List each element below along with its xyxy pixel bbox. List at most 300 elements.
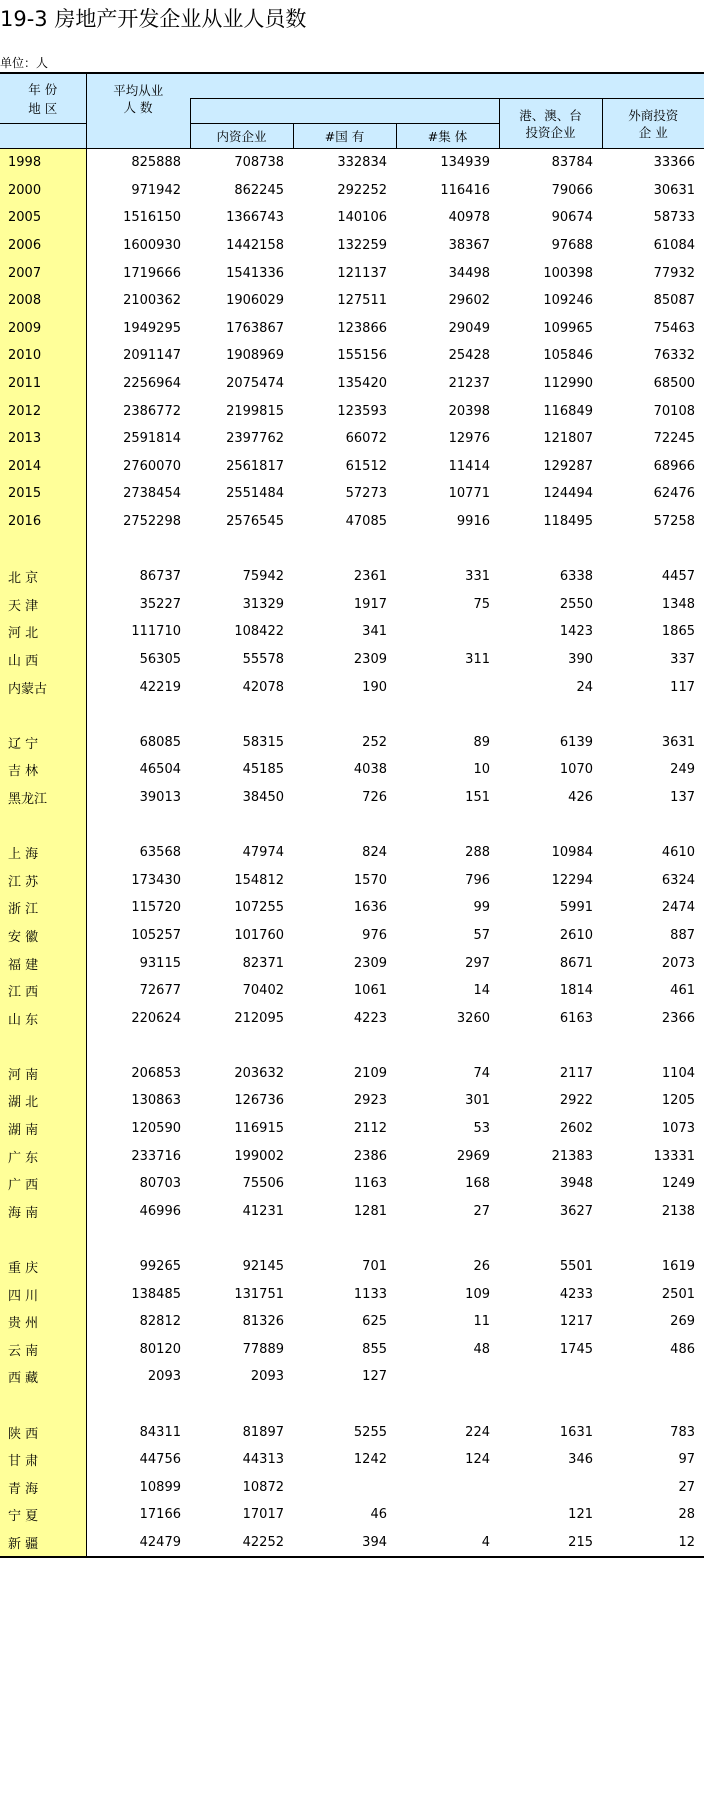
table-row — [0, 1253, 704, 1281]
state-owned-cell: 2923 — [353, 1093, 387, 1109]
collective-cell: 99 — [473, 900, 490, 916]
collective-cell: 57 — [473, 927, 490, 943]
collective-cell: 53 — [473, 1121, 490, 1137]
hmt-cell: 5991 — [559, 900, 593, 916]
collective-cell: 14 — [473, 983, 490, 999]
total-cell: 35227 — [139, 596, 181, 612]
empty-cell — [396, 1032, 499, 1060]
total-cell: 120590 — [131, 1121, 181, 1137]
collective-cell: 26 — [473, 1259, 490, 1275]
table-row — [0, 177, 704, 205]
row-label: 陕 西 — [0, 1418, 86, 1446]
state-owned-cell: 701 — [362, 1259, 387, 1275]
table-row — [0, 232, 704, 260]
foreign-cell: 783 — [670, 1424, 695, 1440]
row-label: 2008 — [0, 287, 86, 315]
state-owned-cell: 127511 — [337, 293, 387, 309]
row-label: 宁 夏 — [0, 1501, 86, 1529]
hmt-cell: 79066 — [551, 182, 593, 198]
state-owned-cell: 4038 — [353, 762, 387, 778]
total-cell: 2386772 — [123, 403, 181, 419]
header-domestic-group — [190, 99, 499, 124]
table-row — [0, 563, 704, 591]
foreign-cell: 1348 — [661, 596, 695, 612]
domestic-cell: 41231 — [242, 1203, 284, 1219]
header-foreign-top — [602, 73, 704, 99]
empty-cell — [499, 811, 602, 839]
domestic-cell: 1906029 — [226, 293, 284, 309]
state-owned-cell: 625 — [362, 1314, 387, 1330]
hmt-cell: 2922 — [559, 1093, 593, 1109]
table-row — [0, 397, 704, 425]
empty-cell — [190, 535, 293, 563]
table-row — [0, 728, 704, 756]
row-label-cell — [0, 535, 86, 563]
header-region-filler — [0, 124, 86, 149]
row-label: 广 西 — [0, 1170, 86, 1198]
row-label: 西 藏 — [0, 1363, 86, 1391]
hmt-cell: 83784 — [551, 155, 593, 171]
row-label: 2000 — [0, 177, 86, 205]
table-row — [0, 1142, 704, 1170]
row-label: 2005 — [0, 204, 86, 232]
empty-cell — [190, 1032, 293, 1060]
state-owned-cell: 127 — [362, 1369, 387, 1385]
hmt-cell: 6163 — [559, 1010, 593, 1026]
total-cell: 44756 — [139, 1452, 181, 1468]
header-avg-line1: 平均从业 — [113, 82, 164, 98]
state-owned-cell: 123593 — [337, 403, 387, 419]
table-row — [0, 1446, 704, 1474]
domestic-cell: 212095 — [234, 1010, 284, 1026]
row-label: 2009 — [0, 315, 86, 343]
empty-cell — [86, 1391, 190, 1419]
state-owned-cell: 155156 — [337, 348, 387, 364]
domestic-cell: 38450 — [242, 789, 284, 805]
collective-cell: 168 — [465, 1176, 490, 1192]
state-owned-cell: 332834 — [337, 155, 387, 171]
table-row — [0, 673, 704, 701]
total-cell: 2591814 — [123, 431, 181, 447]
state-owned-cell: 66072 — [345, 431, 387, 447]
empty-cell — [602, 1225, 704, 1253]
foreign-cell: 3631 — [661, 734, 695, 750]
domestic-cell: 81326 — [242, 1314, 284, 1330]
domestic-cell: 1908969 — [226, 348, 284, 364]
hmt-cell: 118495 — [543, 514, 593, 530]
hmt-cell: 3948 — [559, 1176, 593, 1192]
header-hk-line1: 港、澳、台 — [519, 107, 582, 123]
table-row — [0, 480, 704, 508]
row-label: 2007 — [0, 259, 86, 287]
table-row — [0, 1198, 704, 1226]
total-cell: 99265 — [139, 1259, 181, 1275]
state-owned-cell: 2112 — [353, 1121, 387, 1137]
hmt-cell: 5501 — [559, 1259, 593, 1275]
collective-cell: 75 — [473, 596, 490, 612]
total-cell: 80120 — [139, 1341, 181, 1357]
hmt-cell: 97688 — [551, 238, 593, 254]
header-hk-cell — [499, 99, 602, 124]
empty-cell — [86, 535, 190, 563]
total-cell: 138485 — [131, 1286, 181, 1302]
collective-cell: 11 — [473, 1314, 490, 1330]
hmt-cell — [499, 1363, 602, 1391]
hmt-cell: 4233 — [559, 1286, 593, 1302]
collective-cell — [396, 1501, 499, 1529]
domestic-cell: 45185 — [242, 762, 284, 778]
total-cell: 206853 — [131, 1065, 181, 1081]
total-cell: 173430 — [131, 872, 181, 888]
state-owned-cell: 2109 — [353, 1065, 387, 1081]
collective-cell: 12976 — [448, 431, 490, 447]
header-state-label: #国 有 — [324, 128, 365, 144]
row-label: 2012 — [0, 397, 86, 425]
foreign-cell: 461 — [670, 983, 695, 999]
header-collective-cell — [396, 124, 499, 149]
state-owned-cell: 976 — [362, 927, 387, 943]
row-label: 2013 — [0, 425, 86, 453]
hmt-cell: 3627 — [559, 1203, 593, 1219]
empty-cell — [499, 1225, 602, 1253]
table-row — [0, 1004, 704, 1032]
total-cell: 1949295 — [123, 320, 181, 336]
total-cell: 115720 — [131, 900, 181, 916]
table-row — [0, 1529, 704, 1558]
row-label: 新 疆 — [0, 1529, 86, 1558]
header-avg-filler — [86, 124, 190, 149]
foreign-cell: 33366 — [653, 155, 695, 171]
hmt-cell: 2117 — [559, 1065, 593, 1081]
row-label: 吉 林 — [0, 756, 86, 784]
header-avg-cell-2 — [86, 99, 190, 124]
hmt-cell: 112990 — [543, 376, 593, 392]
state-owned-cell: 1636 — [353, 900, 387, 916]
domestic-cell: 10872 — [242, 1479, 284, 1495]
row-label: 广 东 — [0, 1142, 86, 1170]
row-label: 山 东 — [0, 1004, 86, 1032]
collective-cell: 288 — [465, 845, 490, 861]
table-row — [0, 1336, 704, 1364]
hmt-cell: 24 — [576, 679, 593, 695]
domestic-cell: 708738 — [234, 155, 284, 171]
foreign-cell: 4610 — [661, 845, 695, 861]
total-cell: 971942 — [131, 182, 181, 198]
hmt-cell: 390 — [568, 651, 593, 667]
hmt-cell: 90674 — [551, 210, 593, 226]
header-year-label: 年 份 — [28, 81, 58, 97]
foreign-cell: 28 — [678, 1507, 695, 1523]
foreign-cell: 72245 — [653, 431, 695, 447]
hmt-cell: 1217 — [559, 1314, 593, 1330]
row-label: 北 京 — [0, 563, 86, 591]
hmt-cell: 21383 — [551, 1148, 593, 1164]
foreign-cell: 1249 — [661, 1176, 695, 1192]
foreign-cell: 77932 — [653, 265, 695, 281]
total-cell: 1600930 — [123, 238, 181, 254]
collective-cell: 116416 — [440, 182, 490, 198]
collective-cell: 27 — [473, 1203, 490, 1219]
domestic-cell: 116915 — [234, 1121, 284, 1137]
collective-cell: 124 — [465, 1452, 490, 1468]
state-owned-cell: 855 — [362, 1341, 387, 1357]
table-row — [0, 1501, 704, 1529]
domestic-cell: 1541336 — [226, 265, 284, 281]
row-label: 贵 州 — [0, 1308, 86, 1336]
empty-cell — [190, 701, 293, 729]
table-row — [0, 315, 704, 343]
hmt-cell: 1814 — [559, 983, 593, 999]
foreign-cell: 1205 — [661, 1093, 695, 1109]
state-owned-cell: 46 — [370, 1507, 387, 1523]
state-owned-cell: 4223 — [353, 1010, 387, 1026]
hmt-cell: 116849 — [543, 403, 593, 419]
table-row — [0, 453, 704, 481]
empty-cell — [190, 1391, 293, 1419]
state-owned-cell: 123866 — [337, 320, 387, 336]
table-header — [0, 73, 704, 149]
spacer-row — [0, 535, 704, 563]
row-label-cell — [0, 701, 86, 729]
table-row — [0, 1418, 704, 1446]
state-owned-cell — [293, 1474, 396, 1502]
foreign-cell: 1104 — [661, 1065, 695, 1081]
header-avg-cell — [86, 73, 190, 99]
domestic-cell: 75942 — [242, 569, 284, 585]
empty-cell — [396, 1391, 499, 1419]
state-owned-cell: 1281 — [353, 1203, 387, 1219]
foreign-cell: 887 — [670, 927, 695, 943]
state-owned-cell: 61512 — [345, 458, 387, 474]
table-row — [0, 425, 704, 453]
hmt-cell: 129287 — [543, 458, 593, 474]
table-row — [0, 370, 704, 398]
row-label: 辽 宁 — [0, 728, 86, 756]
domestic-cell: 2561817 — [226, 458, 284, 474]
domestic-cell: 203632 — [234, 1065, 284, 1081]
foreign-cell: 68966 — [653, 458, 695, 474]
total-cell: 130863 — [131, 1093, 181, 1109]
total-cell: 17166 — [139, 1507, 181, 1523]
empty-cell — [86, 811, 190, 839]
state-owned-cell: 1133 — [353, 1286, 387, 1302]
total-cell: 2752298 — [123, 514, 181, 530]
state-owned-cell: 2361 — [353, 569, 387, 585]
empty-cell — [190, 1225, 293, 1253]
row-label: 2006 — [0, 232, 86, 260]
row-label: 河 北 — [0, 618, 86, 646]
spacer-row — [0, 1391, 704, 1419]
foreign-cell: 61084 — [653, 238, 695, 254]
collective-cell: 3260 — [456, 1010, 490, 1026]
header-domestic-label: 内资企业 — [216, 128, 267, 144]
row-label: 江 苏 — [0, 866, 86, 894]
hmt-cell: 1070 — [559, 762, 593, 778]
collective-cell — [396, 1474, 499, 1502]
empty-cell — [499, 701, 602, 729]
domestic-cell: 862245 — [234, 182, 284, 198]
total-cell: 39013 — [139, 789, 181, 805]
hmt-cell: 6338 — [559, 569, 593, 585]
domestic-cell: 108422 — [234, 624, 284, 640]
table-row — [0, 508, 704, 536]
hmt-cell: 2610 — [559, 927, 593, 943]
row-label: 福 建 — [0, 949, 86, 977]
domestic-cell: 70402 — [242, 983, 284, 999]
row-label: 黑龙江 — [0, 784, 86, 812]
state-owned-cell: 140106 — [337, 210, 387, 226]
header-hk-top — [499, 73, 602, 99]
row-label-cell — [0, 811, 86, 839]
collective-cell — [396, 673, 499, 701]
header-state-cell — [293, 124, 396, 149]
domestic-cell: 2551484 — [226, 486, 284, 502]
hmt-cell: 121 — [568, 1507, 593, 1523]
header-region-cell — [0, 73, 86, 124]
empty-cell — [602, 1032, 704, 1060]
state-owned-cell: 1163 — [353, 1176, 387, 1192]
domestic-cell: 55578 — [242, 651, 284, 667]
table-row — [0, 839, 704, 867]
foreign-cell: 68500 — [653, 376, 695, 392]
page-title: 19-3 房地产开发企业从业人员数 — [0, 7, 307, 31]
collective-cell: 9916 — [456, 514, 490, 530]
total-cell: 42219 — [139, 679, 181, 695]
hmt-cell: 1745 — [559, 1341, 593, 1357]
row-label: 湖 北 — [0, 1087, 86, 1115]
total-cell: 72677 — [139, 983, 181, 999]
empty-cell — [86, 1225, 190, 1253]
foreign-cell: 30631 — [653, 182, 695, 198]
row-label: 2016 — [0, 508, 86, 536]
row-label-cell — [0, 1391, 86, 1419]
row-label-cell — [0, 1225, 86, 1253]
table-row — [0, 866, 704, 894]
empty-cell — [293, 1225, 396, 1253]
header-area-label: 地 区 — [28, 100, 58, 116]
collective-cell: 2969 — [456, 1148, 490, 1164]
data-table-container — [0, 72, 706, 1783]
domestic-cell: 77889 — [242, 1341, 284, 1357]
hmt-cell: 109246 — [543, 293, 593, 309]
hmt-cell: 8671 — [559, 955, 593, 971]
state-owned-cell: 5255 — [353, 1424, 387, 1440]
hmt-cell: 10984 — [551, 845, 593, 861]
total-cell: 63568 — [139, 845, 181, 861]
empty-cell — [293, 811, 396, 839]
hmt-cell: 2550 — [559, 596, 593, 612]
table-row — [0, 646, 704, 674]
hmt-cell: 2602 — [559, 1121, 593, 1137]
empty-cell — [602, 701, 704, 729]
collective-cell: 74 — [473, 1065, 490, 1081]
total-cell: 46504 — [139, 762, 181, 778]
domestic-cell: 101760 — [234, 927, 284, 943]
foreign-cell: 269 — [670, 1314, 695, 1330]
row-label: 天 津 — [0, 591, 86, 619]
foreign-cell: 137 — [670, 789, 695, 805]
collective-cell: 21237 — [448, 376, 490, 392]
domestic-cell: 2576545 — [226, 514, 284, 530]
empty-cell — [293, 1032, 396, 1060]
table-row — [0, 922, 704, 950]
hmt-cell: 105846 — [543, 348, 593, 364]
row-label: 四 川 — [0, 1280, 86, 1308]
foreign-cell: 58733 — [653, 210, 695, 226]
collective-cell: 311 — [465, 651, 490, 667]
domestic-cell: 81897 — [242, 1424, 284, 1440]
collective-cell: 151 — [465, 789, 490, 805]
collective-cell: 10 — [473, 762, 490, 778]
state-owned-cell: 121137 — [337, 265, 387, 281]
domestic-cell: 31329 — [242, 596, 284, 612]
total-cell: 10899 — [139, 1479, 181, 1495]
foreign-cell: 1073 — [661, 1121, 695, 1137]
foreign-cell: 249 — [670, 762, 695, 778]
domestic-cell: 131751 — [234, 1286, 284, 1302]
state-owned-cell: 1570 — [353, 872, 387, 888]
spacer-row — [0, 1225, 704, 1253]
row-label: 海 南 — [0, 1198, 86, 1226]
foreign-cell: 62476 — [653, 486, 695, 502]
row-label: 1998 — [0, 149, 86, 177]
empty-cell — [293, 701, 396, 729]
table-row — [0, 1308, 704, 1336]
row-label: 安 徽 — [0, 922, 86, 950]
state-owned-cell: 1917 — [353, 596, 387, 612]
collective-cell: 29602 — [448, 293, 490, 309]
header-foreign-cell — [602, 99, 704, 124]
state-owned-cell: 135420 — [337, 376, 387, 392]
row-label: 2015 — [0, 480, 86, 508]
domestic-cell: 154812 — [234, 872, 284, 888]
collective-cell: 10771 — [448, 486, 490, 502]
foreign-cell: 1619 — [661, 1259, 695, 1275]
foreign-cell: 2501 — [661, 1286, 695, 1302]
foreign-cell: 70108 — [653, 403, 695, 419]
table-row — [0, 949, 704, 977]
foreign-cell: 337 — [670, 651, 695, 667]
collective-cell: 297 — [465, 955, 490, 971]
table-row — [0, 1363, 704, 1391]
row-label: 2011 — [0, 370, 86, 398]
collective-cell: 11414 — [448, 458, 490, 474]
hmt-cell: 121807 — [543, 431, 593, 447]
empty-cell — [602, 1391, 704, 1419]
empty-cell — [190, 811, 293, 839]
total-cell: 2100362 — [123, 293, 181, 309]
total-cell: 2091147 — [123, 348, 181, 364]
foreign-cell: 57258 — [653, 514, 695, 530]
total-cell: 2760070 — [123, 458, 181, 474]
collective-cell: 4 — [396, 1529, 499, 1558]
total-cell: 825888 — [131, 155, 181, 171]
table-row — [0, 287, 704, 315]
unit-label: 单位：人 — [0, 56, 49, 70]
row-label: 2014 — [0, 453, 86, 481]
collective-cell: 89 — [473, 734, 490, 750]
state-owned-cell: 1242 — [353, 1452, 387, 1468]
foreign-cell: 6324 — [661, 872, 695, 888]
foreign-cell: 27 — [678, 1479, 695, 1495]
collective-cell: 40978 — [448, 210, 490, 226]
state-owned-cell: 1061 — [353, 983, 387, 999]
domestic-cell: 126736 — [234, 1093, 284, 1109]
empty-cell — [499, 535, 602, 563]
domestic-cell: 2093 — [250, 1369, 284, 1385]
collective-cell: 331 — [465, 569, 490, 585]
foreign-cell: 75463 — [653, 320, 695, 336]
